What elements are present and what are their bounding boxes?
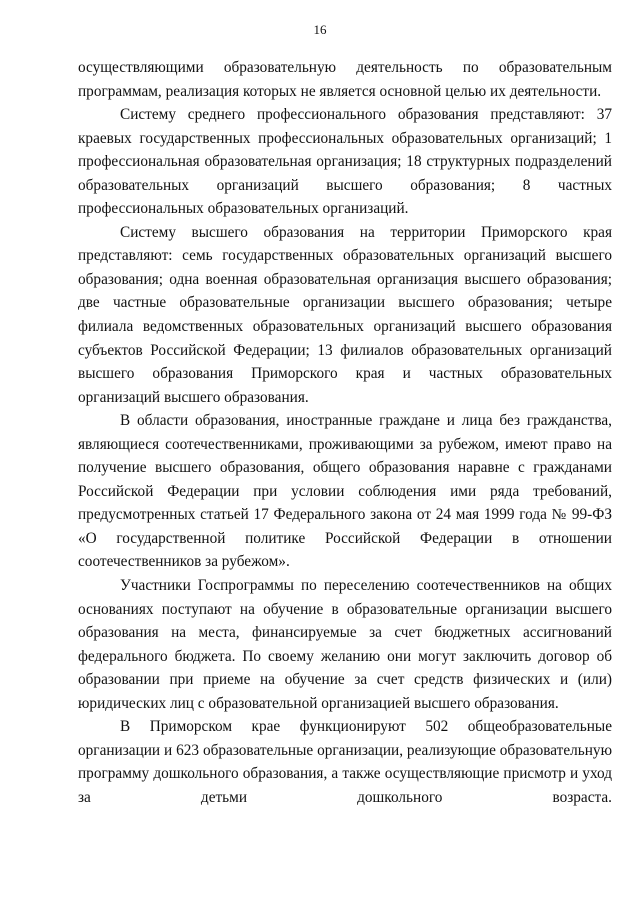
paragraph-continuation: осуществляющими образовательную деятельность по образовательным программам, реализация которых не является основной целью их деятельности.: [78, 59, 612, 100]
paragraph-general-education-organizations: В Приморском крае функционируют 502 общеобразовательные организации и 623 образовательные организации, реализующие образовательную программу дошкольного образования, а также осуществляющие присмотр и уход за детьми дошкольного возраста.: [78, 718, 612, 806]
paragraph-state-program-participants: Участники Госпрограммы по переселению соотечественников на общих основаниях поступают на обучение в образовательные организации высшего образования на места, финансируемые за счет бюджетных ассигнований федерального бюджета. По своему желанию они могут заключить договор об образовании при приеме на обучение за счет средств физических и (или) юридических лиц с образовательной организацией высшего образования.: [78, 577, 612, 712]
paragraph-secondary-vocational-education: Систему среднего профессионального образования представляют: 37 краевых государственных профессиональных образовательных организаций; 1 профессиональная образовательная организация; 18 структурных подразделений образовательных организаций высшего образования; 8 частных профессиональных образовательных организаций.: [78, 106, 612, 218]
paragraph-foreign-citizens-rights: В области образования, иностранные граждане и лица без гражданства, являющиеся соотечественниками, проживающими за рубежом, имеют право на получение высшего образования, общего образования наравне с гражданами Российской Федерации при условии соблюдения ими ряда требований, предусмотренных статьей 17 Федерального закона от 24 мая 1999 года № 99-ФЗ «О государственной политике Российской Федерации в отношении соотечественников за рубежом».: [78, 412, 612, 571]
document-body: [78, 56, 612, 810]
paragraph-higher-education-system: Систему высшего образования на территории Приморского края представляют: семь государственных образовательных организаций высшего образования; одна военная образовательная организация высшего образования; две частные образовательные организации высшего образования; четыре филиала ведомственных образовательных организаций высшего образования субъектов Российской Федерации; 13 филиалов образовательных организаций высшего образования Приморского края и частных образовательных организаций высшего образования.: [78, 223, 612, 406]
page-number: 16: [313, 22, 327, 37]
